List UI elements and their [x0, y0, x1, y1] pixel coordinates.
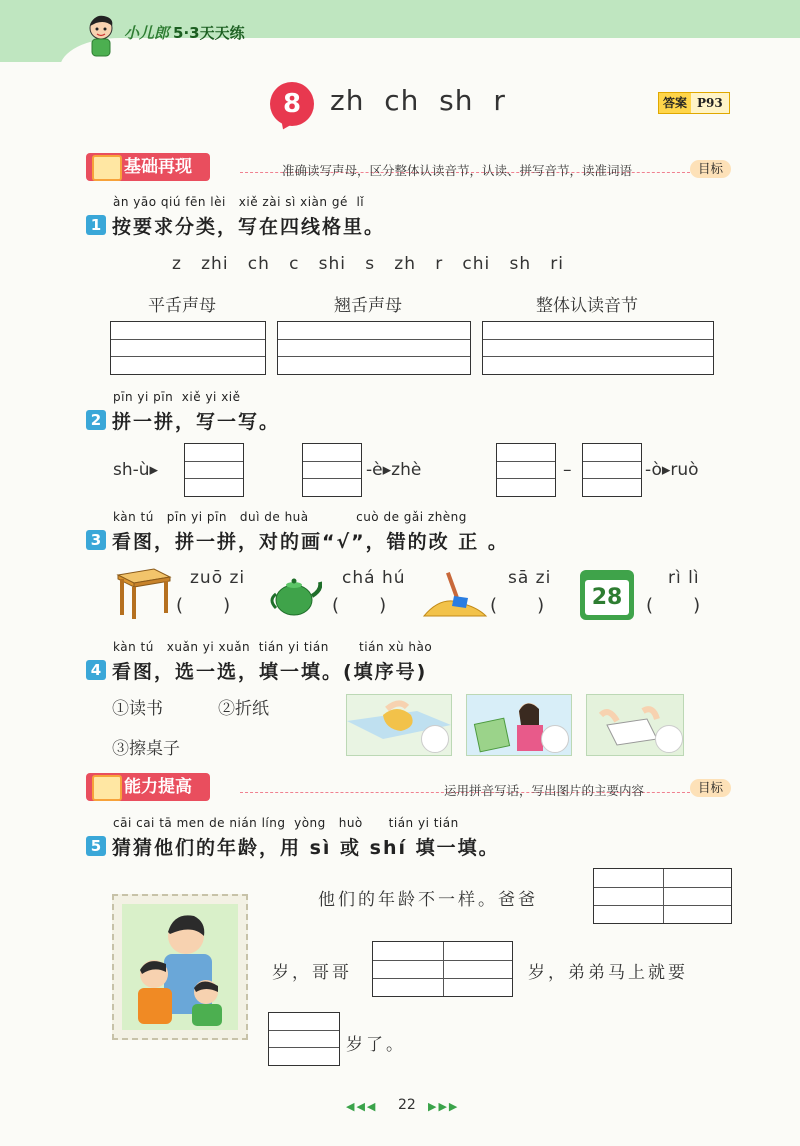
q2-box-2[interactable]: [302, 443, 362, 497]
q3-item3-pinyin: sā zi: [508, 568, 552, 588]
q3-text: 看图，拼一拼，对的画“√”，错的改 正 。: [112, 531, 509, 553]
q1-writing-grid-1[interactable]: [110, 321, 266, 375]
section1-label: 基础再现: [86, 153, 210, 181]
book-icon: [92, 155, 122, 181]
q1-category-2: 翘舌声母: [334, 296, 402, 316]
q2-seq1-text: sh-ù: [113, 460, 150, 480]
q4-image-wiping-table: [346, 694, 452, 756]
q2-text: 拼一拼，写一写。: [112, 411, 281, 433]
arrow-right-icon: ▸: [149, 460, 159, 480]
q4-option-1: ①读书: [112, 699, 163, 719]
q4-option-2: ②折纸: [218, 699, 269, 719]
q4-text: 看图，选一选，填一填。(填序号): [112, 661, 428, 683]
q4-number: 4: [86, 660, 106, 680]
section1-goal: 目标: [690, 160, 731, 178]
q2-box-4[interactable]: [582, 443, 642, 497]
q5-line2a: 岁，哥哥: [272, 963, 352, 983]
arrow-right-icon: ▸: [382, 460, 392, 480]
q4-answer-circle-2[interactable]: [541, 725, 569, 753]
footer-right-arrows: ▶▶▶: [428, 1100, 460, 1113]
q4-option-3: ③擦桌子: [112, 739, 180, 759]
q1-pinyin: àn yāo qiú fēn lèi xiě zài sì xiàn gé lǐ: [113, 195, 365, 209]
lesson-number: 8: [270, 82, 314, 126]
mascot-boy-icon: [84, 14, 118, 58]
brand-title: [124, 22, 245, 43]
q4-answer-circle-3[interactable]: [655, 725, 683, 753]
q4-pinyin: kàn tú xuǎn yi xuǎn tián yi tián tián xù hào: [113, 640, 433, 654]
q5-line1: 他们的年龄不一样。爸爸: [318, 890, 538, 910]
q1-writing-grid-3[interactable]: [482, 321, 714, 375]
lesson-title: zh ch sh r: [330, 84, 506, 117]
section2-label: 能力提高: [86, 773, 210, 801]
q3-item2-pinyin: chá hú: [342, 568, 406, 588]
q3-number: 3: [86, 530, 106, 550]
q2-box-3[interactable]: [496, 443, 556, 497]
page-number: 22: [398, 1097, 416, 1113]
q5-number: 5: [86, 836, 106, 856]
q4-answer-circle-1[interactable]: [421, 725, 449, 753]
footer-left-arrows: ◀◀◀: [346, 1100, 378, 1113]
q5-line2b: 岁，弟弟马上就要: [528, 963, 688, 983]
section2-goal: 目标: [690, 779, 731, 797]
q1-number: 1: [86, 215, 106, 235]
q2-seq1-left: [113, 460, 158, 480]
section1-desc: 准确读写声母，区分整体认读音节，认读、拼写音节，读准词语: [282, 163, 633, 178]
book-icon: [92, 775, 122, 801]
family-portrait-illustration: [114, 896, 246, 1038]
table-icon: [114, 565, 172, 621]
header-wave: [60, 38, 800, 78]
q1-writing-grid-2[interactable]: [277, 321, 471, 375]
q3-pinyin: kàn tú pīn yi pīn duì de huà cuò de gǎi zhèng: [113, 510, 467, 524]
q2-seq3-right: [645, 460, 699, 480]
q4-image-folding-paper: [586, 694, 684, 756]
q2-seq3-result: ruò: [670, 460, 699, 480]
calendar-date: 28: [585, 580, 629, 615]
q2-seq3-mid: –: [563, 460, 572, 480]
q1-category-3: 整体认读音节: [536, 296, 638, 316]
q2-pinyin: pīn yi pīn xiě yi xiě: [113, 390, 241, 404]
q5-box-father[interactable]: [593, 868, 732, 924]
q1-syllables: z zhi ch c shi s zh r chi sh ri: [172, 254, 565, 274]
brand-main: 小儿郎: [124, 24, 170, 42]
q5-pinyin: cāi cai tā men de nián líng yòng huò tián yi tián: [113, 816, 459, 830]
q3-item1-answer[interactable]: ( ): [176, 595, 231, 616]
q5-text: 猜猜他们的年龄，用 sì 或 shí 填一填。: [112, 837, 500, 859]
calendar-icon: [580, 570, 634, 620]
family-photo-frame: [112, 894, 248, 1040]
q5-box-younger[interactable]: [268, 1012, 340, 1066]
q5-line3: 岁了。: [346, 1035, 406, 1055]
q3-item4-pinyin: rì lì: [668, 568, 700, 588]
answer-reference[interactable]: [658, 92, 730, 114]
section2-desc: 运用拼音写话，写出图片的主要内容: [444, 783, 645, 798]
q5-box-brother[interactable]: [372, 941, 513, 997]
q3-item4-answer[interactable]: ( ): [646, 595, 701, 616]
q3-item3-answer[interactable]: ( ): [490, 595, 545, 616]
arrow-right-icon: ▸: [661, 460, 671, 480]
q2-seq2-result: zhè: [391, 460, 422, 480]
answer-page: P93: [697, 96, 723, 110]
q2-seq2-right: [366, 460, 421, 480]
q2-box-1[interactable]: [184, 443, 244, 497]
answer-label: 答案: [659, 93, 691, 113]
q2-number: 2: [86, 410, 106, 430]
brand-series: 5·3天天练: [173, 24, 245, 42]
q1-text: 按要求分类，写在四线格里。: [112, 216, 386, 238]
sand-shovel-icon: [422, 568, 488, 620]
teapot-icon: [270, 572, 322, 620]
q2-seq3-suffix: -ò: [645, 460, 662, 480]
q1-category-1: 平舌声母: [148, 296, 216, 316]
q3-item1-pinyin: zuō zi: [190, 568, 246, 588]
q3-item2-answer[interactable]: ( ): [332, 595, 387, 616]
q2-seq2-suffix: -è: [366, 460, 383, 480]
q4-image-reading: [466, 694, 572, 756]
